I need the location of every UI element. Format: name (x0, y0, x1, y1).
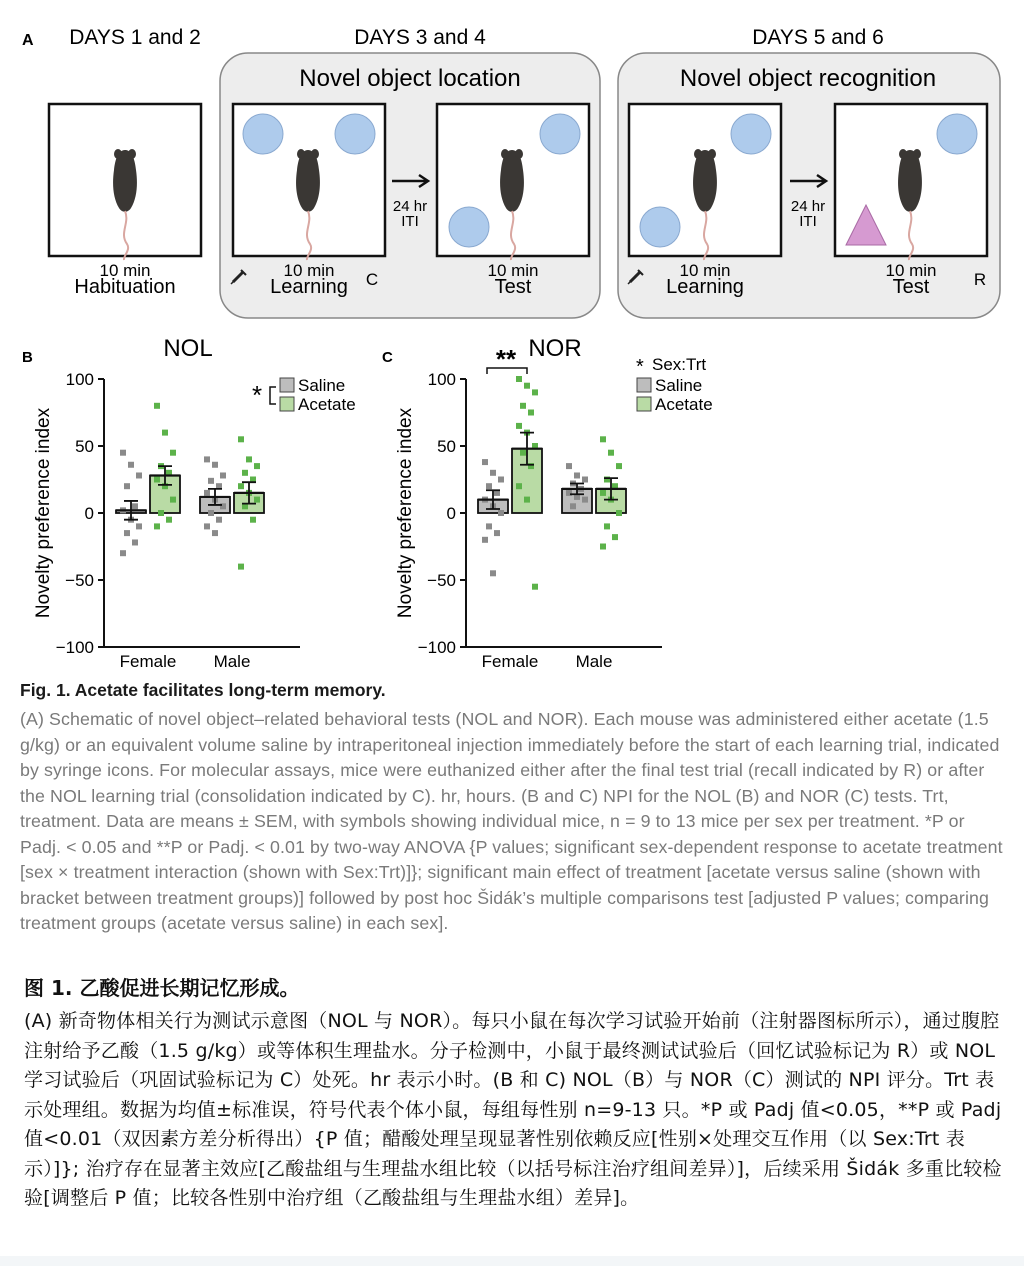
chart-b (33, 370, 300, 671)
data-point (498, 477, 504, 483)
iti-bottom: ITI (401, 213, 419, 230)
y-tick-label: −50 (65, 571, 94, 590)
data-point (254, 463, 260, 469)
legend-c-title: Sex:Trt (652, 355, 707, 374)
data-point (124, 530, 130, 536)
legend-c-saline: Saline (655, 376, 703, 395)
caption-title: Fig. 1. Acetate facilitates long-term memory. (20, 680, 386, 700)
data-point (612, 534, 618, 540)
legend-b-acetate-swatch (280, 397, 294, 411)
object-circle (731, 114, 771, 154)
legend-b-acetate: Acetate (298, 395, 356, 414)
caption-english (20, 680, 1010, 937)
data-point (250, 517, 256, 523)
nor-test-duration: 10 min (885, 261, 937, 280)
legend-c-saline-swatch (637, 378, 651, 392)
object-circle (540, 114, 580, 154)
chart-c (395, 370, 662, 671)
legend-c-star: * (636, 356, 644, 378)
data-point (582, 477, 588, 483)
caption-chinese (24, 972, 1009, 1214)
y-tick-label: 0 (84, 504, 94, 523)
data-point (212, 462, 218, 468)
day-header-3: DAYS 5 and 6 (752, 26, 884, 49)
nol-test-label: Test (494, 276, 532, 298)
consolidation-mark: C (365, 270, 379, 289)
data-point (208, 478, 214, 484)
nol-learning-duration: 10 min (283, 261, 335, 280)
data-point (604, 523, 610, 529)
data-point (490, 570, 496, 576)
data-point (524, 497, 530, 503)
data-point (574, 472, 580, 478)
y-tick-label: 100 (427, 370, 456, 389)
data-point (158, 510, 164, 516)
data-point (208, 510, 214, 516)
data-point (498, 510, 504, 516)
caption-zh-body: (A) 新奇物体相关行为测试示意图（NOL 与 NOR）。每只小鼠在每次学习试验开始前（注射器图标所示），通过腹腔注射给予乙酸（1.5 g/kg）或等体积生理盐水。分子检测中，小鼠于最终测试试验后（回忆试验标记为 R）或 NOL 学习试验后（巩固试验标记为 C）处死。hr 表示小时。(B 和 C) NOL（B）与 NOR（C）测试的 NPI 评分。Trt 表示处理组。数据为均值±标准误，符号代表个体小鼠，每组每性别 n=9-13 只。*P 或 Padj 值<0.05，**P 或 Padj 值<0.01（双因素方差分析得出）{P 值；醋酸处理呈现显著性别依赖反应[性别×处理交互作用（以 Sex:Trt 表示）]}; 治疗存在显著主效应[乙酸盐组与生理盐水组比较（以括号标注治疗组间差异）]，后续采用 Šidák 多重比较检验[调整后 P 值；比较各性别中治疗组（乙酸盐组与生理盐水组）差异]。 (24, 1010, 1002, 1209)
data-point (204, 456, 210, 462)
panel-c-label: C (382, 349, 393, 366)
data-point (120, 550, 126, 556)
data-point (154, 403, 160, 409)
nol-learning-label: Learning (270, 276, 348, 298)
y-tick-label: 50 (75, 437, 94, 456)
data-point (204, 490, 210, 496)
data-point (532, 389, 538, 395)
x-category-label: Female (119, 652, 177, 671)
data-point (490, 470, 496, 476)
recall-mark: R (973, 270, 987, 289)
data-point (162, 430, 168, 436)
legend-c-acetate-swatch (637, 397, 651, 411)
y-axis-label: Novelty preference index (33, 407, 54, 619)
habituation-duration: 10 min (99, 261, 151, 280)
data-point (120, 450, 126, 456)
data-point (600, 490, 606, 496)
day-header-2: DAYS 3 and 4 (354, 26, 486, 49)
object-circle (937, 114, 977, 154)
data-point (216, 517, 222, 523)
object-circle (640, 207, 680, 247)
data-point (246, 456, 252, 462)
data-point (600, 436, 606, 442)
nor-title: Novel object recognition (679, 65, 937, 92)
data-point (524, 383, 530, 389)
legend-b-saline-swatch (280, 378, 294, 392)
y-tick-label: −100 (417, 638, 456, 657)
legend-b-saline: Saline (298, 376, 346, 395)
legend-c-acetate: Acetate (655, 395, 713, 414)
data-point (482, 537, 488, 543)
habituation-label: Habituation (74, 276, 176, 298)
data-point (132, 539, 138, 545)
data-point (254, 497, 260, 503)
caption-zh-title: 图 1. 乙酸促进长期记忆形成。 (24, 976, 300, 1000)
nor-learning-duration: 10 min (679, 261, 731, 280)
iti-top: 24 hr (790, 198, 826, 215)
data-point (238, 436, 244, 442)
nor-test-label: Test (892, 276, 930, 298)
data-point (128, 462, 134, 468)
data-point (238, 483, 244, 489)
data-point (532, 584, 538, 590)
data-point (124, 483, 130, 489)
data-point (516, 423, 522, 429)
data-point (486, 523, 492, 529)
panel-a-label: A (22, 32, 34, 49)
panel-b-label: B (22, 349, 33, 366)
data-point (212, 530, 218, 536)
y-axis-label: Novelty preference index (395, 407, 416, 619)
x-category-label: Male (575, 652, 613, 671)
data-point (220, 472, 226, 478)
data-point (516, 483, 522, 489)
data-point (582, 497, 588, 503)
y-tick-label: 100 (65, 370, 94, 389)
data-point (528, 410, 534, 416)
y-tick-label: −50 (427, 571, 456, 590)
data-point (170, 450, 176, 456)
data-point (600, 544, 606, 550)
data-point (166, 517, 172, 523)
data-point (204, 523, 210, 529)
panel-b-title: NOL (163, 335, 213, 362)
data-point (136, 472, 142, 478)
caption-body: (A) Schematic of novel object–related behavioral tests (NOL and NOR). Each mouse was administered either acetate (1.5 g/kg) or an equivalent volume saline by intraperitoneal injection immediately before the start of each learning trial, indicated by syringe icons. For molecular assays, mice were euthanized either after the final test trial (recall indicated by R) or after the NOL learning trial (consolidation indicated by C). hr, hours. (B and C) NPI for the NOL (B) and NOR (C) tests. Trt, treatment. Data are means ± SEM, with symbols showing individual mice, n = 9 to 13 mice per sex per treatment. *P or Padj. < 0.05 and **P or Padj. < 0.01 by two-way ANOVA {P values; significant sex-dependent response to acetate treatment [sex × treatment interaction (shown with Sex:Trt)]}; significant main effect of treatment [acetate versus saline (shown with bracket between treatment groups)] followed by post hoc Šidák’s multiple comparisons test [adjusted P values; comparing treatment groups (acetate versus saline) in each sex]. (20, 709, 1003, 933)
panel-c-title: NOR (528, 335, 582, 362)
nol-title: Novel object location (299, 65, 521, 92)
x-category-label: Male (213, 652, 251, 671)
bottom-band (0, 1256, 1024, 1266)
nol-test-duration: 10 min (487, 261, 539, 280)
legend-b-bracket (270, 387, 276, 404)
object-circle (449, 207, 489, 247)
iti-top: 24 hr (392, 198, 428, 215)
data-point (132, 503, 138, 509)
panel-c-sig-stars: ** (495, 344, 517, 374)
data-point (486, 483, 492, 489)
x-category-label: Female (481, 652, 539, 671)
data-point (136, 523, 142, 529)
iti-bottom: ITI (799, 213, 817, 230)
data-point (170, 497, 176, 503)
y-tick-label: −100 (55, 638, 94, 657)
data-point (516, 376, 522, 382)
data-point (520, 403, 526, 409)
data-point (154, 477, 160, 483)
data-point (608, 450, 614, 456)
data-point (154, 523, 160, 529)
data-point (494, 530, 500, 536)
object-circle (243, 114, 283, 154)
data-point (482, 459, 488, 465)
object-circle (335, 114, 375, 154)
y-tick-label: 50 (437, 437, 456, 456)
data-point (570, 503, 576, 509)
data-point (238, 564, 244, 570)
nor-learning-label: Learning (666, 276, 744, 298)
day-header-1: DAYS 1 and 2 (69, 26, 201, 49)
data-point (242, 470, 248, 476)
legend-b-star: * (252, 380, 263, 410)
data-point (566, 463, 572, 469)
data-point (520, 450, 526, 456)
data-point (616, 510, 622, 516)
data-point (616, 463, 622, 469)
y-tick-label: 0 (446, 504, 456, 523)
